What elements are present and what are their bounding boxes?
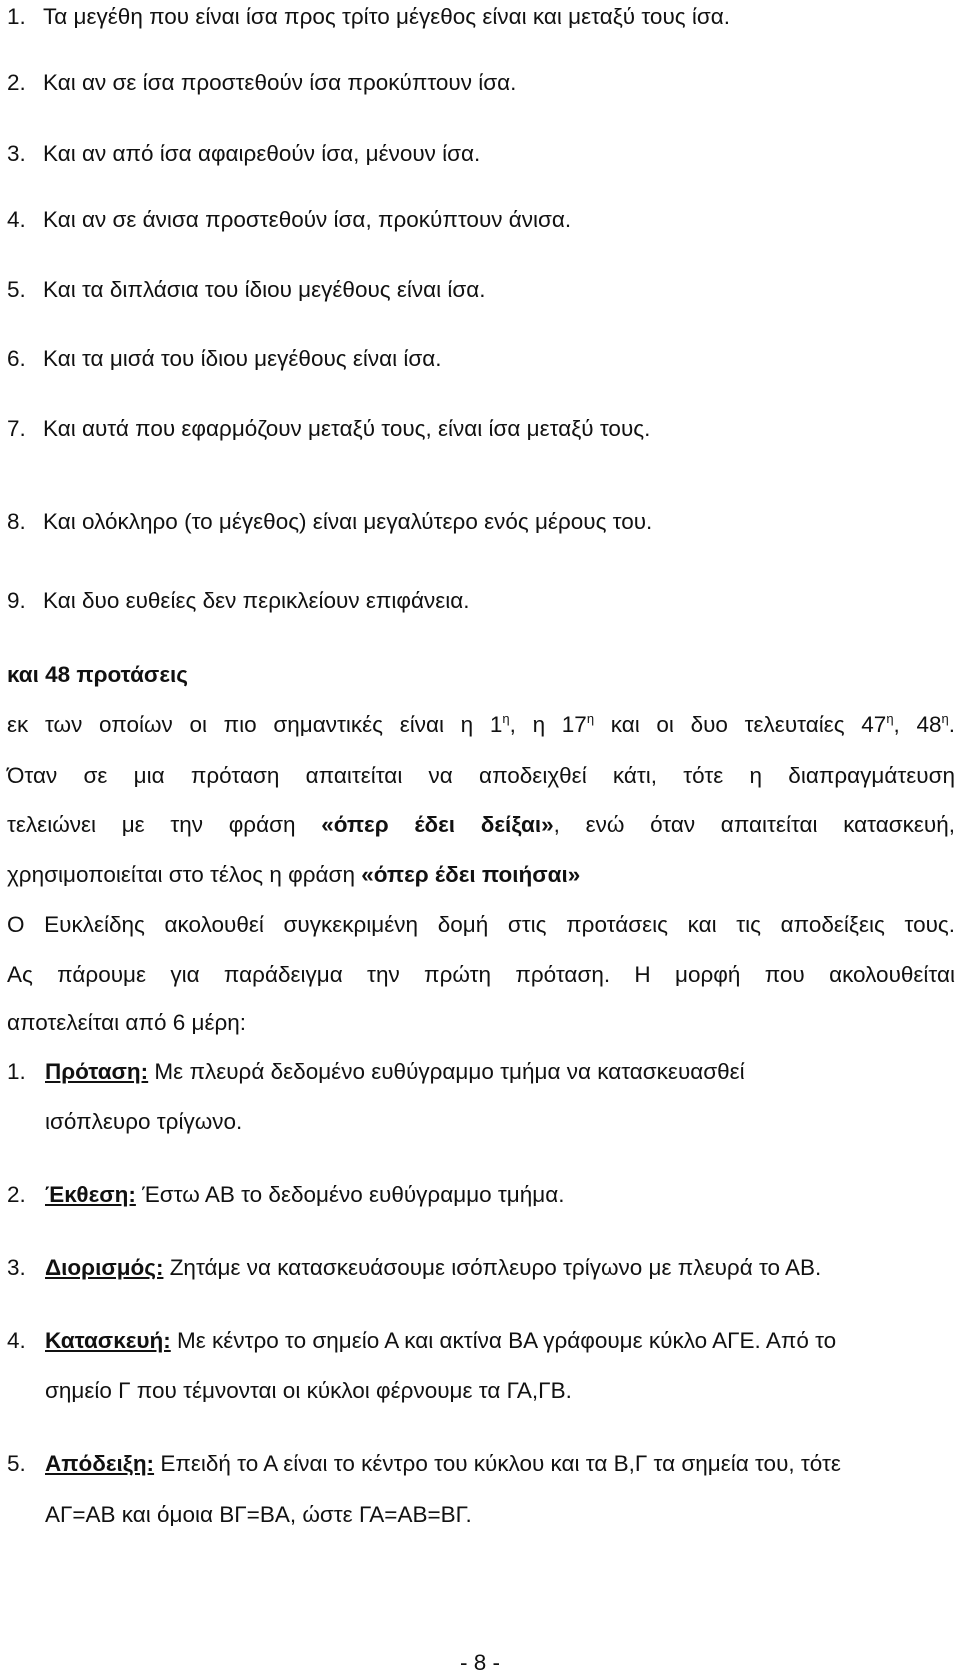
part-term: Απόδειξη:: [45, 1451, 155, 1476]
part-continuation: ΑΓ=ΑΒ και όμοια ΒΓ=ΒΑ, ώστε ΓΑ=ΑΒ=ΒΓ.: [45, 1502, 472, 1527]
part-item: [7, 1449, 955, 1479]
part-term: Διορισμός:: [45, 1255, 164, 1280]
axiom-text: Τα μεγέθη που είναι ίσα προς τρίτο μέγεθος είναι και μεταξύ τους ίσα.: [43, 4, 730, 29]
part-item: [7, 1180, 955, 1210]
axiom-text: Και αν από ίσα αφαιρεθούν ίσα, μένουν ίσα.: [43, 141, 481, 166]
axiom-item: [7, 586, 947, 616]
axiom-text: Και αυτά που εφαρμόζουν μεταξύ τους, είναι ίσα μεταξύ τους.: [43, 416, 651, 441]
axiom-number: 5.: [7, 277, 26, 302]
qed-phrase: «όπερ έδει δείξαι»: [321, 812, 554, 837]
axiom-number: 8.: [7, 509, 26, 534]
axiom-number: 1.: [7, 4, 26, 29]
part-text: Ζητάμε να κατασκευάσουμε ισόπλευρο τρίγωνο με πλευρά το ΑΒ.: [163, 1255, 822, 1280]
part-term: Κατασκευή:: [45, 1328, 171, 1353]
part-number: 1.: [7, 1059, 26, 1084]
axiom-text: Και αν σε άνισα προστεθούν ίσα, προκύπτουν άνισα.: [43, 207, 572, 232]
paragraph-text: τελειώνει με την φράση: [7, 812, 322, 837]
qef-phrase: «όπερ έδει ποιήσαι»: [361, 862, 581, 887]
part-continuation: ισόπλευρο τρίγωνο.: [45, 1109, 243, 1134]
structure-paragraph-line: [7, 960, 955, 990]
axiom-text: Και αν σε ίσα προστεθούν ίσα προκύπτουν ίσα.: [43, 70, 517, 95]
axiom-item: [7, 507, 947, 537]
axiom-item: [7, 68, 947, 98]
part-item: [7, 1326, 955, 1356]
axiom-item: [7, 275, 947, 305]
proof-paragraph-line: [7, 761, 955, 791]
axiom-number: 7.: [7, 416, 26, 441]
part-text: Έστω ΑΒ το δεδομένο ευθύγραμμο τμήμα.: [135, 1182, 565, 1207]
axiom-item: [7, 2, 947, 32]
page-number: - 8 -: [459, 1650, 500, 1675]
paragraph-text: , ενώ όταν απαιτείται κατασκευή,: [553, 812, 955, 837]
paragraph-text: αποτελείται από 6 μέρη:: [7, 1010, 247, 1035]
axiom-text: Και τα διπλάσια του ίδιου μεγέθους είναι ίσα.: [43, 277, 486, 302]
superscript: η: [941, 711, 949, 726]
part-number: 2.: [7, 1182, 26, 1207]
axiom-text: Και ολόκληρο (το μέγεθος) είναι μεγαλύτερο ενός μέρους του.: [43, 509, 653, 534]
structure-paragraph-line: [7, 1008, 955, 1038]
axiom-item: [7, 205, 947, 235]
axiom-text: Και δυο ευθείες δεν περικλείουν επιφάνεια.: [43, 588, 470, 613]
part-continuation: σημείο Γ που τέμνονται οι κύκλοι φέρνουμε τα ΓΑ,ΓΒ.: [45, 1378, 572, 1403]
important-text: και οι δυο τελευταίες 47: [594, 712, 887, 737]
axiom-number: 6.: [7, 346, 26, 371]
axiom-text: Και τα μισά του ίδιου μεγέθους είναι ίσα.: [43, 346, 442, 371]
structure-paragraph-line: [7, 910, 955, 940]
paragraph-text: χρησιμοποιείται στο τέλος η φράση: [7, 862, 362, 887]
axiom-number: 9.: [7, 588, 26, 613]
important-text: εκ των οποίων οι πιο σημαντικές είναι η 1: [7, 712, 503, 737]
part-number: 3.: [7, 1255, 26, 1280]
part-term: Πρόταση:: [45, 1059, 149, 1084]
part-item: [7, 1253, 955, 1283]
superscript: η: [502, 711, 510, 726]
paragraph-text: Ο Ευκλείδης ακολουθεί συγκεκριμένη δομή στις προτάσεις και τις αποδείξεις τους.: [7, 912, 955, 937]
axiom-item: [7, 344, 947, 374]
part-text: Με κέντρο το σημείο Α και ακτίνα ΒΑ γράφουμε κύκλο ΑΓΕ. Από το: [170, 1328, 837, 1353]
important-text: , 48: [893, 712, 942, 737]
important-propositions-line: [7, 710, 955, 740]
superscript: η: [586, 711, 595, 726]
part-number: 4.: [7, 1328, 26, 1353]
axiom-item: [7, 414, 947, 444]
part-number: 5.: [7, 1451, 26, 1476]
paragraph-text: Ας πάρουμε για παράδειγμα την πρώτη πρόταση. Η μορφή που ακολουθείται: [7, 962, 955, 987]
axiom-number: 3.: [7, 141, 26, 166]
important-text: .: [948, 712, 956, 737]
superscript: η: [886, 711, 894, 726]
important-text: , η 17: [509, 712, 587, 737]
axiom-item: [7, 139, 947, 169]
part-item: [7, 1057, 955, 1087]
proof-paragraph-line: [7, 860, 955, 890]
part-term: Έκθεση:: [45, 1182, 136, 1207]
axiom-number: 2.: [7, 70, 26, 95]
proof-paragraph-line: [7, 810, 955, 840]
propositions-heading: και 48 προτάσεις: [7, 662, 188, 687]
part-text: Με πλευρά δεδομένο ευθύγραμμο τμήμα να κατασκευασθεί: [148, 1059, 745, 1084]
part-text: Επειδή το Α είναι το κέντρο του κύκλου και τα Β,Γ τα σημεία του, τότε: [154, 1451, 841, 1476]
paragraph-text: Όταν σε μια πρόταση απαιτείται να αποδειχθεί κάτι, τότε η διαπραγμάτευση: [7, 763, 955, 788]
axiom-number: 4.: [7, 207, 26, 232]
